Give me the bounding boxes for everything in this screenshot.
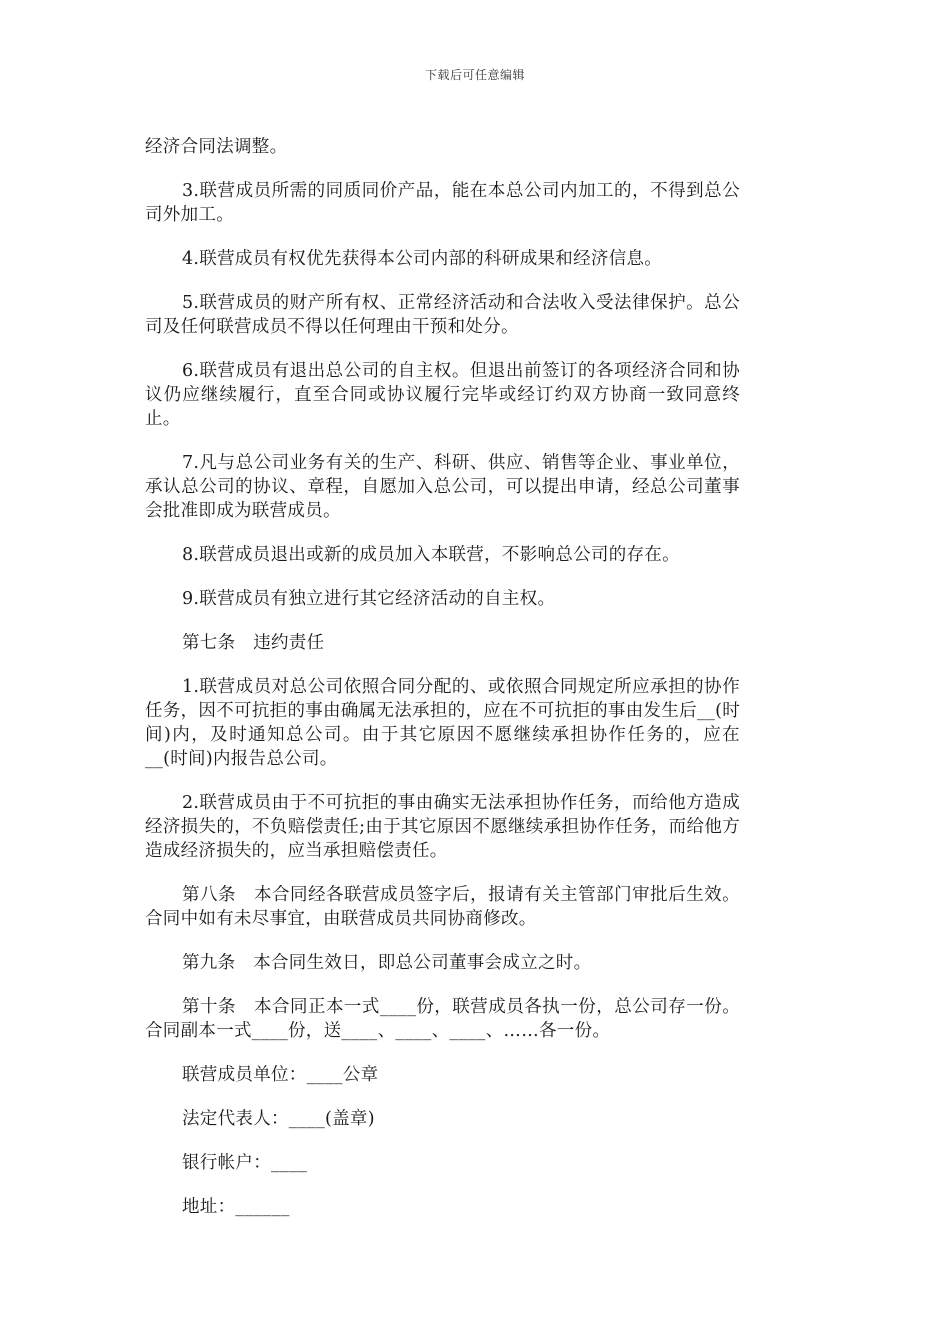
signature-bank-account: 银行帐户：____: [182, 1153, 308, 1173]
paragraph-liability-1: 1.联营成员对总公司依照合同分配的、或依照合同规定所应承担的协作任务，因不可抗拒的事由确属无法承担的，应在不可抗拒的事由发生后__(时间)内，及时通知总公司。由于其它原因不愿继续承担协作任务的，应在__(时间)内报告总公司。: [145, 677, 740, 769]
article-8: 第八条 本合同经各联营成员签字后，报请有关主管部门审批后生效。合同中如有未尽事宜，由联营成员共同协商修改。: [145, 885, 740, 929]
paragraph-continuation: 经济合同法调整。: [145, 137, 288, 157]
signature-address: 地址：______: [182, 1197, 290, 1217]
paragraph-item-3: 3.联营成员所需的同质同价产品，能在本总公司内加工的，不得到总公司外加工。: [145, 181, 740, 225]
signature-member-unit: 联营成员单位：____公章: [182, 1065, 379, 1085]
signature-legal-rep: 法定代表人：____(盖章): [182, 1109, 375, 1129]
paragraph-item-9: 9.联营成员有独立进行其它经济活动的自主权。: [182, 589, 556, 609]
paragraph-item-4: 4.联营成员有权优先获得本公司内部的科研成果和经济信息。: [182, 249, 663, 269]
page-header: 下载后可任意编辑: [424, 68, 525, 82]
document-body: [145, 135, 740, 1239]
paragraph-item-5: 5.联营成员的财产所有权、正常经济活动和合法收入受法律保护。总公司及任何联营成员不得以任何理由干预和处分。: [145, 293, 740, 337]
paragraph-liability-2: 2.联营成员由于不可抗拒的事由确实无法承担协作任务，而给他方造成经济损失的，不负赔偿责任;由于其它原因不愿继续承担协作任务，而给他方造成经济损失的，应当承担赔偿责任。: [145, 793, 740, 861]
article-9: 第九条 本合同生效日，即总公司董事会成立之时。: [182, 953, 592, 973]
paragraph-item-7: 7.凡与总公司业务有关的生产、科研、供应、销售等企业、事业单位，承认总公司的协议、章程，自愿加入总公司，可以提出申请，经总公司董事会批准即成为联营成员。: [145, 453, 740, 521]
article-7-heading: 第七条 违约责任: [182, 633, 325, 653]
paragraph-item-6: 6.联营成员有退出总公司的自主权。但退出前签订的各项经济合同和协议仍应继续履行，直至合同或协议履行完毕或经订约双方协商一致同意终止。: [145, 361, 740, 429]
paragraph-item-8: 8.联营成员退出或新的成员加入本联营，不影响总公司的存在。: [182, 545, 680, 565]
article-10: 第十条 本合同正本一式____份，联营成员各执一份，总公司存一份。合同副本一式____份，送____、____、____、……各一份。: [145, 997, 740, 1041]
